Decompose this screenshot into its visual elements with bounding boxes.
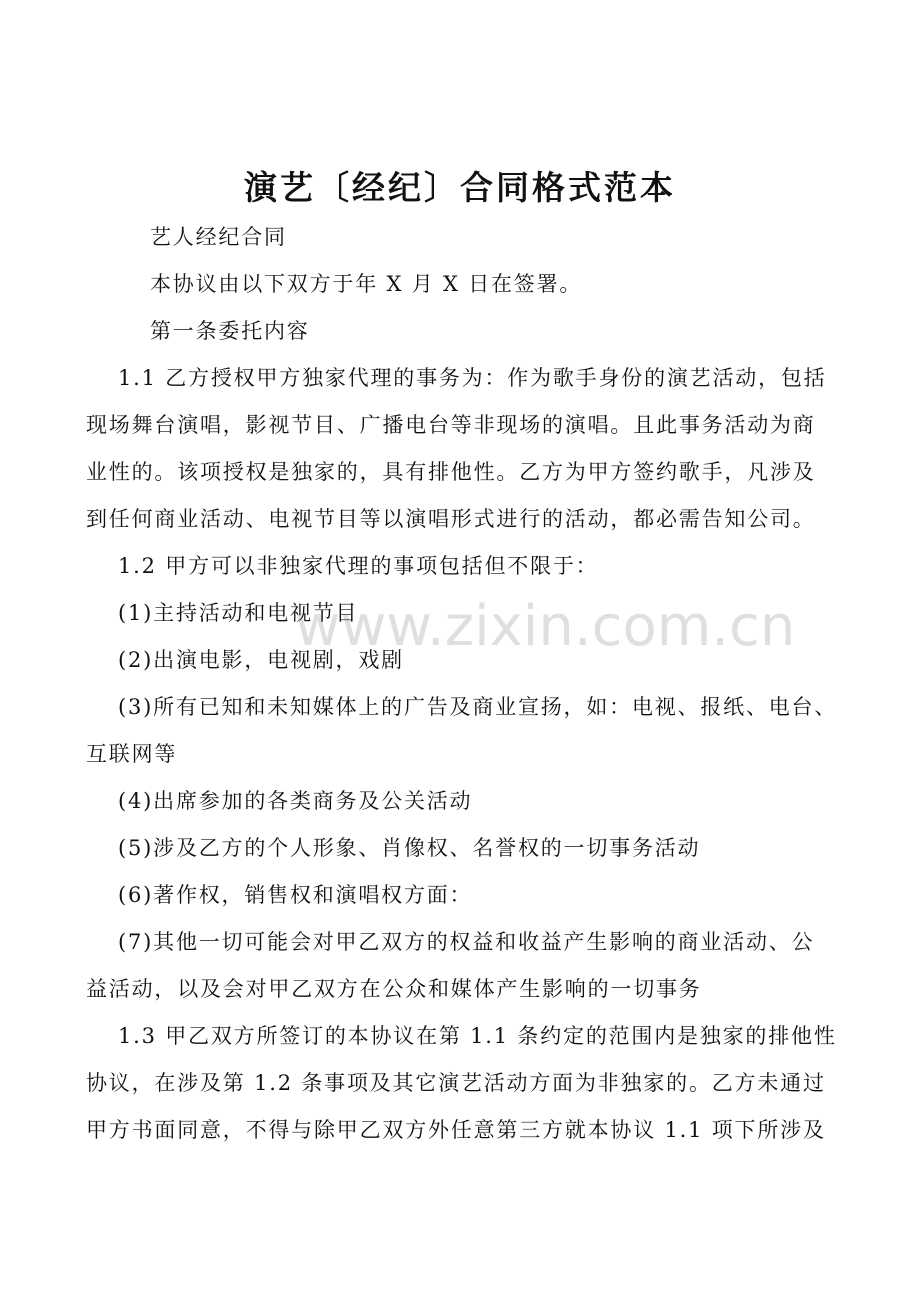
paragraph (86, 778, 836, 825)
paragraph (86, 543, 836, 590)
text-line: 甲方书面同意，不得与除甲乙双方外任意第三方就本协议 1.1 项下所涉及 (86, 1118, 826, 1142)
text-line: 第一条委托内容 (150, 319, 310, 343)
text-line: 1.3 甲乙双方所签订的本协议在第 1.1 条约定的范围内是独家的排他性 (118, 1024, 837, 1048)
text-line: 1.1 乙方授权甲方独家代理的事务为：作为歌手身份的演艺活动，包括 (118, 366, 827, 390)
text-line: (5)涉及乙方的个人形象、肖像权、名誉权的一切事务活动 (118, 836, 701, 860)
watermark: www.zixin.com.cn (294, 594, 796, 659)
document-title: 演艺〔经纪〕合同格式范本 (244, 168, 676, 207)
document-body (86, 214, 836, 1154)
paragraph (86, 214, 836, 261)
text-line: 协议，在涉及第 1.2 条事项及其它演艺活动方面为非独家的。乙方未通过 (86, 1071, 826, 1095)
text-line: 艺人经纪合同 (150, 225, 287, 249)
paragraph (86, 825, 836, 872)
paragraph (86, 590, 836, 637)
paragraph (86, 1013, 836, 1154)
paragraph (86, 261, 836, 308)
paragraph (86, 684, 836, 778)
text-line: 1.2 甲方可以非独家代理的事项包括但不限于： (118, 554, 599, 578)
text-line: (6)著作权，销售权和演唱权方面： (118, 883, 473, 907)
text-line: 益活动，以及会对甲乙双方在公众和媒体产生影响的一切事务 (86, 977, 702, 1001)
text-line: 到任何商业活动、电视节目等以演唱形式进行的活动，都必需告知公司。 (86, 507, 816, 531)
text-line: 互联网等 (86, 742, 178, 766)
paragraph (86, 308, 836, 355)
text-line: 业性的。该项授权是独家的，具有排他性。乙方为甲方签约歌手，凡涉及 (86, 460, 816, 484)
text-line: (2)出演电影，电视剧，戏剧 (118, 648, 404, 672)
paragraph (86, 919, 836, 1013)
paragraph (86, 637, 836, 684)
text-line: (1)主持活动和电视节目 (118, 601, 359, 625)
text-line: 现场舞台演唱，影视节目、广播电台等非现场的演唱。且此事务活动为商 (86, 413, 816, 437)
text-line: 本协议由以下双方于年 X 月 X 日在签署。 (150, 272, 583, 296)
paragraph (86, 872, 836, 919)
paragraph (86, 355, 836, 543)
text-line: (4)出席参加的各类商务及公关活动 (118, 789, 473, 813)
text-line: (7)其他一切可能会对甲乙双方的权益和收益产生影响的商业活动、公 (118, 930, 815, 954)
text-line: (3)所有已知和未知媒体上的广告及商业宣扬，如：电视、报纸、电台、 (118, 695, 838, 719)
